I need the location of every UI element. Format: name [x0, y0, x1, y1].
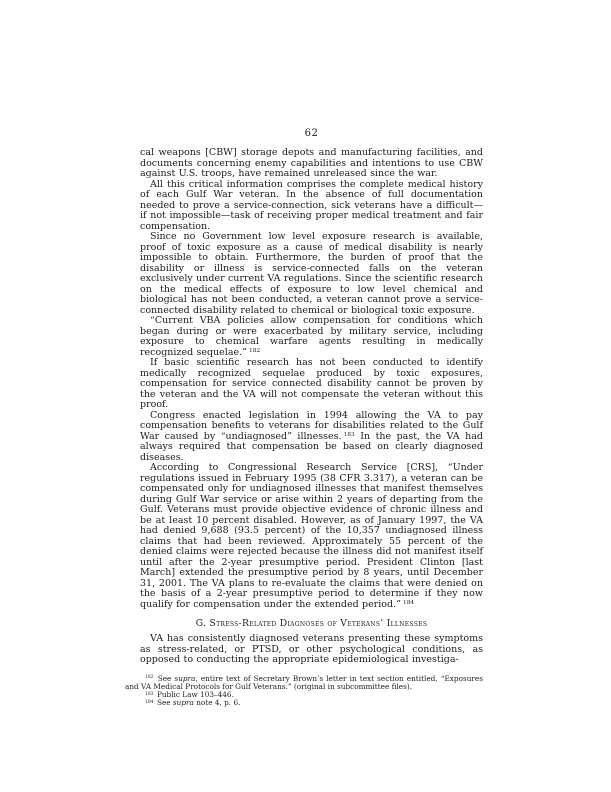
footnote: [125, 699, 483, 707]
body-blocks: [140, 148, 483, 666]
text-run: If basic scientific research has not been conducted to identify medically recognized sequelae produced by toxic exposures, compensation for service connected disability cannot be proven by the veteran and the VA will not compensate the veteran without this proof.: [140, 357, 483, 410]
text-run: Since no Government low level exposure research is available, proof of toxic exposure as a cause of medical disability is nearly impossible to obtain. Furthermore, the burden of proof that the disability or illness is service-connected falls on the veteran exclusively under current VA regulations. Since the scientific research on the medical effects of exposure to low level chemical and biological has not been conducted, a veteran cannot prove a service-connected disability related to chemical or biological toxic exposure.: [140, 231, 483, 316]
italic-text: supra: [172, 698, 194, 708]
footnote-reference: 184: [402, 599, 415, 606]
footnote-reference: 182: [249, 347, 261, 354]
paragraph: [140, 634, 483, 666]
paragraph: [140, 358, 483, 411]
footnote-reference: 184: [145, 700, 154, 706]
paragraph: [140, 180, 483, 233]
text-run: “Current VBA policies allow compensation for conditions which began during or were exacerbated by military service, including exposure to chemical warfare agents resulting in medically recognized sequelae.”: [140, 315, 483, 358]
text-run: note 4, p. 6.: [193, 698, 241, 708]
text-run: VA has consistently diagnosed veterans presenting these symptoms as stress-related, or PTSD, or other psychological conditions, as opposed to conducting the appropriate epidemiological investiga-: [140, 633, 483, 665]
paragraph: [140, 232, 483, 316]
footnote: [125, 675, 483, 691]
paragraph: [140, 411, 483, 464]
footnote-reference: 183: [145, 691, 154, 697]
text-run: All this critical information comprises the complete medical history of each Gulf War veteran. In the absence of full documentation needed to prove a service-connection, sick veterans have a difficult—if not impossible—task of receiving proper medical treatment and fair compensation.: [140, 178, 483, 232]
text-run: cal weapons [CBW] storage depots and manufacturing facilities, and documents concerning enemy capabilities and intentions to use CBW against U.S. troops, have remained unreleased since the war.: [140, 147, 483, 179]
text-run: See: [154, 698, 173, 708]
paragraph: [140, 463, 483, 610]
text-run: In the past, the VA had always required that compensation be based on clearly diagnosed diseases.: [140, 430, 483, 463]
italic-text: supra: [174, 673, 196, 683]
text-column: [125, 128, 483, 708]
text-run: Public Law 103–446.: [154, 689, 234, 699]
footnote-reference: 182: [145, 675, 154, 681]
page-number: 62: [304, 128, 319, 139]
text-run: , entire text of Secretary Brown’s letter in text section entitled, “Exposures and VA Medical Protocols for Gulf Veterans.” (original in subcommittee files).: [125, 673, 483, 691]
paragraph: [140, 316, 483, 358]
section-heading: G. Stress-Related Diagnoses of Veterans’ Illnesses: [195, 618, 428, 629]
footnote-reference: 183: [343, 431, 355, 438]
text-run: According to Congressional Research Service [CRS], “Under regulations issued in February 1995 (38 CFR 3.317), a veteran can be compensated only for undiagnosed illnesses that manifest themselves during Gulf War service or arise within 2 years of departing from the Gulf. Veterans must provide objective evidence of chronic illness and be at least 10 percent disabled. However, as of January 1997, the VA had denied 9,688 (93.5 percent) of the 10,357 undiagnosed illness claims that had been reviewed. Approximately 55 percent of the denied claims were rejected because the illness did not manifest itself until after the 2-year presumptive period. President Clinton [last March] extended the presumptive period by 8 years, until December 31, 2001. The VA plans to re-evaluate the claims that were denied on the basis of a 2-year presumptive period to determine if they now qualify for compensation under the extended period.”: [140, 462, 483, 610]
text-run: Congress enacted legislation in 1994 allowing the VA to pay compensation benefits to veterans for disabilities related to the Gulf War caused by “undiagnosed” illnesses.: [140, 409, 483, 442]
footnotes: [125, 675, 483, 708]
paragraph: [140, 148, 483, 180]
text-run: See: [154, 673, 175, 683]
